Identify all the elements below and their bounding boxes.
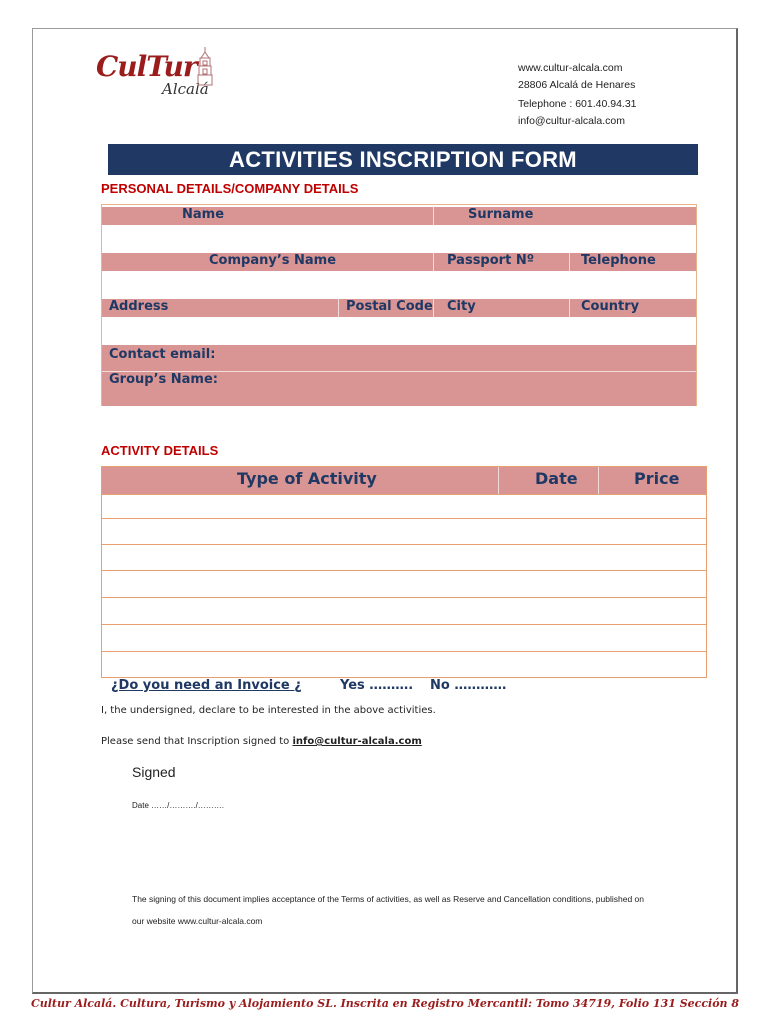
date-header: Date [535, 469, 578, 488]
invoice-yes-option[interactable]: Yes ………. [340, 678, 414, 693]
postal-code-label: Postal Code [346, 299, 433, 314]
activity-table [101, 466, 707, 678]
activity-row[interactable] [102, 624, 706, 652]
name-input-row[interactable] [102, 225, 696, 253]
contact-website[interactable]: www.cultur-alcala.com [518, 62, 623, 74]
footer-legal-text: Cultur Alcalá. Cultura, Turismo y Alojamiento SL. Inscrita en Registro Mercantil: Tomo 34719, Folio 131 Sección 8 [30, 997, 740, 1010]
divider [433, 253, 434, 271]
divider [338, 299, 339, 317]
personal-details-table [101, 204, 697, 406]
activity-row[interactable] [102, 494, 706, 519]
invoice-question: ¿Do you need an Invoice ¿ [111, 678, 302, 693]
send-email-link[interactable]: info@cultur-alcala.com [292, 736, 422, 747]
city-label: City [447, 299, 476, 314]
form-title: ACTIVITIES INSCRIPTION FORM [229, 147, 577, 172]
type-of-activity-header: Type of Activity [237, 469, 377, 488]
contact-address: 28806 Alcalá de Henares [518, 79, 636, 91]
terms-line-2: our website www.cultur-alcala.com [132, 916, 263, 926]
divider [433, 299, 434, 317]
price-header: Price [634, 469, 680, 488]
divider [433, 207, 434, 225]
logo-brand-text: CulTur [96, 50, 197, 83]
address-input-row[interactable] [102, 317, 696, 345]
date-line[interactable]: Date ……/………./………. [132, 801, 225, 810]
activity-details-heading: ACTIVITY DETAILS [101, 443, 219, 458]
activity-row[interactable] [102, 651, 706, 678]
company-input-row[interactable] [102, 271, 696, 299]
send-instruction [101, 736, 422, 747]
terms-line-1: The signing of this document implies acceptance of the Terms of activities, as well as Reserve and Cancellation conditions, published on [132, 894, 645, 904]
activity-row[interactable] [102, 518, 706, 545]
activity-row[interactable] [102, 570, 706, 598]
cultur-logo [96, 46, 226, 106]
header-row-address [102, 299, 696, 317]
contact-block [518, 60, 637, 130]
name-label: Name [182, 207, 225, 222]
divider [598, 467, 599, 494]
declaration-text: I, the undersigned, declare to be interested in the above activities. [101, 705, 436, 716]
contact-email[interactable]: info@cultur-alcala.com [518, 115, 625, 127]
divider [569, 299, 570, 317]
group-name-label: Group’s Name: [109, 372, 218, 387]
country-label: Country [581, 299, 640, 314]
activity-row[interactable] [102, 597, 706, 625]
header-row-name [102, 207, 696, 225]
divider [569, 253, 570, 271]
address-label: Address [109, 299, 169, 314]
form-title-bar [108, 144, 698, 175]
contact-telephone: Telephone : 601.40.94.31 [518, 98, 637, 110]
invoice-no-option[interactable]: No ………… [430, 678, 507, 693]
logo-city-text: Alcalá [162, 80, 209, 98]
divider [498, 467, 499, 494]
telephone-label: Telephone [581, 253, 656, 268]
contact-email-row[interactable] [102, 345, 696, 371]
header-row-company [102, 253, 696, 271]
passport-label: Passport Nº [447, 253, 535, 268]
company-name-label: Company’s Name [209, 253, 337, 268]
activity-row[interactable] [102, 544, 706, 571]
contact-email-label: Contact email: [109, 347, 216, 362]
tower-icon [194, 46, 216, 86]
surname-label: Surname [468, 207, 534, 222]
signed-label: Signed [132, 764, 176, 780]
send-prefix: Please send that Inscription signed to [101, 736, 293, 747]
personal-details-heading: PERSONAL DETAILS/COMPANY DETAILS [101, 181, 359, 196]
activity-table-header [102, 467, 706, 494]
group-name-row[interactable] [102, 371, 696, 406]
